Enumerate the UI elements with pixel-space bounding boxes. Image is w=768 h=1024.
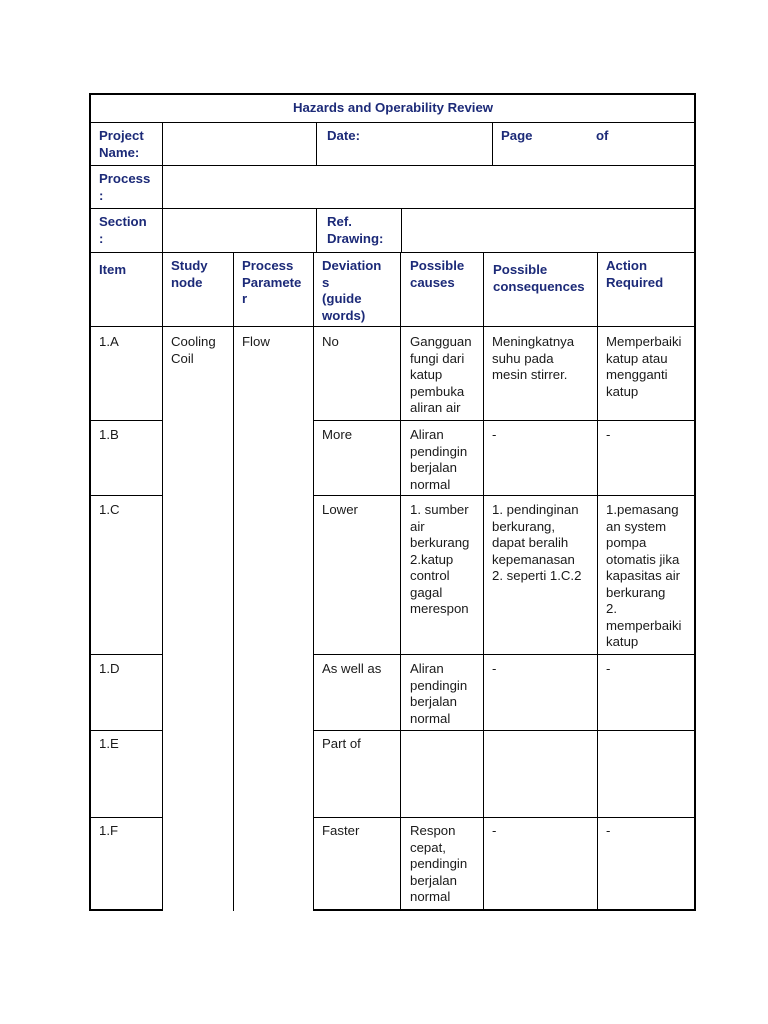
rule: [313, 817, 694, 818]
row-consequences: Meningkatnya suhu pada mesin stirrer.: [492, 334, 575, 382]
row-item: 1.C: [99, 502, 120, 517]
rule: [162, 252, 163, 911]
rule: [91, 165, 694, 166]
row-causes: Gangguan fungi dari katup pembuka aliran air: [410, 334, 472, 415]
rule: [91, 420, 163, 421]
row-action: -: [606, 661, 611, 676]
row-deviation: Faster: [322, 823, 360, 838]
rule: [316, 122, 317, 166]
column-header-study-node: Study node: [171, 258, 208, 290]
column-header-possible-consequences: Possible consequences: [493, 262, 585, 294]
process-parameter-value: Flow: [242, 334, 270, 349]
rule: [313, 252, 314, 911]
row-consequences: -: [492, 427, 497, 442]
rule: [401, 208, 402, 253]
process-label: Process :: [99, 171, 151, 203]
row-causes: Aliran pendingin berjalan normal: [410, 661, 468, 726]
rule: [492, 122, 493, 166]
row-deviation: As well as: [322, 661, 382, 676]
border-right: [694, 93, 696, 911]
rule: [91, 252, 694, 253]
of-label: of: [596, 128, 609, 143]
rule: [233, 252, 234, 911]
rule: [91, 730, 163, 731]
rule: [313, 730, 694, 731]
column-header-possible-causes: Possible causes: [410, 258, 465, 290]
row-causes: Aliran pendingin berjalan normal: [410, 427, 468, 492]
rule: [91, 495, 163, 496]
column-header-item: Item: [99, 262, 127, 277]
rule: [91, 817, 163, 818]
column-header-action-required: Action Required: [606, 258, 664, 290]
rule: [313, 654, 694, 655]
row-action: Memperbaiki katup atau mengganti katup: [606, 334, 682, 399]
row-item: 1.F: [99, 823, 119, 838]
column-header-deviations: Deviation s (guide words): [322, 258, 382, 323]
rule: [162, 165, 163, 209]
ref-drawing-label: Ref. Drawing:: [327, 214, 384, 246]
row-consequences: -: [492, 823, 497, 838]
column-header-process-parameter: Process Paramete r: [242, 258, 302, 306]
row-deviation: No: [322, 334, 339, 349]
row-consequences: -: [492, 661, 497, 676]
page-label: Page: [501, 128, 533, 143]
row-item: 1.A: [99, 334, 119, 349]
rule: [400, 252, 401, 911]
rule: [483, 252, 484, 911]
rule: [91, 909, 163, 911]
row-deviation: More: [322, 427, 353, 442]
row-deviation: Lower: [322, 502, 358, 517]
rule: [91, 122, 694, 123]
rule: [316, 208, 317, 253]
row-action: 1.pemasang an system pompa otomatis jika kapasitas air berkurang 2. memperbaiki katup: [606, 502, 682, 649]
border-top: [89, 93, 696, 95]
rule: [162, 122, 163, 166]
study-node-value: Cooling Coil: [171, 334, 216, 366]
row-causes: 1. sumber air berkurang 2.katup control gagal merespon: [410, 502, 470, 616]
rule: [597, 252, 598, 911]
rule: [313, 495, 694, 496]
form-title: Hazards and Operability Review: [292, 100, 494, 115]
section-label: Section :: [99, 214, 147, 246]
row-causes: Respon cepat, pendingin berjalan normal: [410, 823, 468, 904]
row-item: 1.D: [99, 661, 120, 676]
project-name-label: Project Name:: [99, 128, 144, 160]
date-label: Date:: [327, 128, 360, 143]
border-left: [89, 93, 91, 911]
row-deviation: Part of: [322, 736, 361, 751]
row-action: -: [606, 823, 611, 838]
row-consequences: 1. pendinginan berkurang, dapat beralih kepemanasan 2. seperti 1.C.2: [492, 502, 582, 583]
row-item: 1.E: [99, 736, 119, 751]
row-action: -: [606, 427, 611, 442]
rule: [91, 654, 163, 655]
rule: [91, 208, 694, 209]
rule: [91, 326, 694, 327]
rule: [313, 420, 694, 421]
rule: [162, 208, 163, 253]
row-item: 1.B: [99, 427, 119, 442]
rule: [313, 909, 696, 911]
